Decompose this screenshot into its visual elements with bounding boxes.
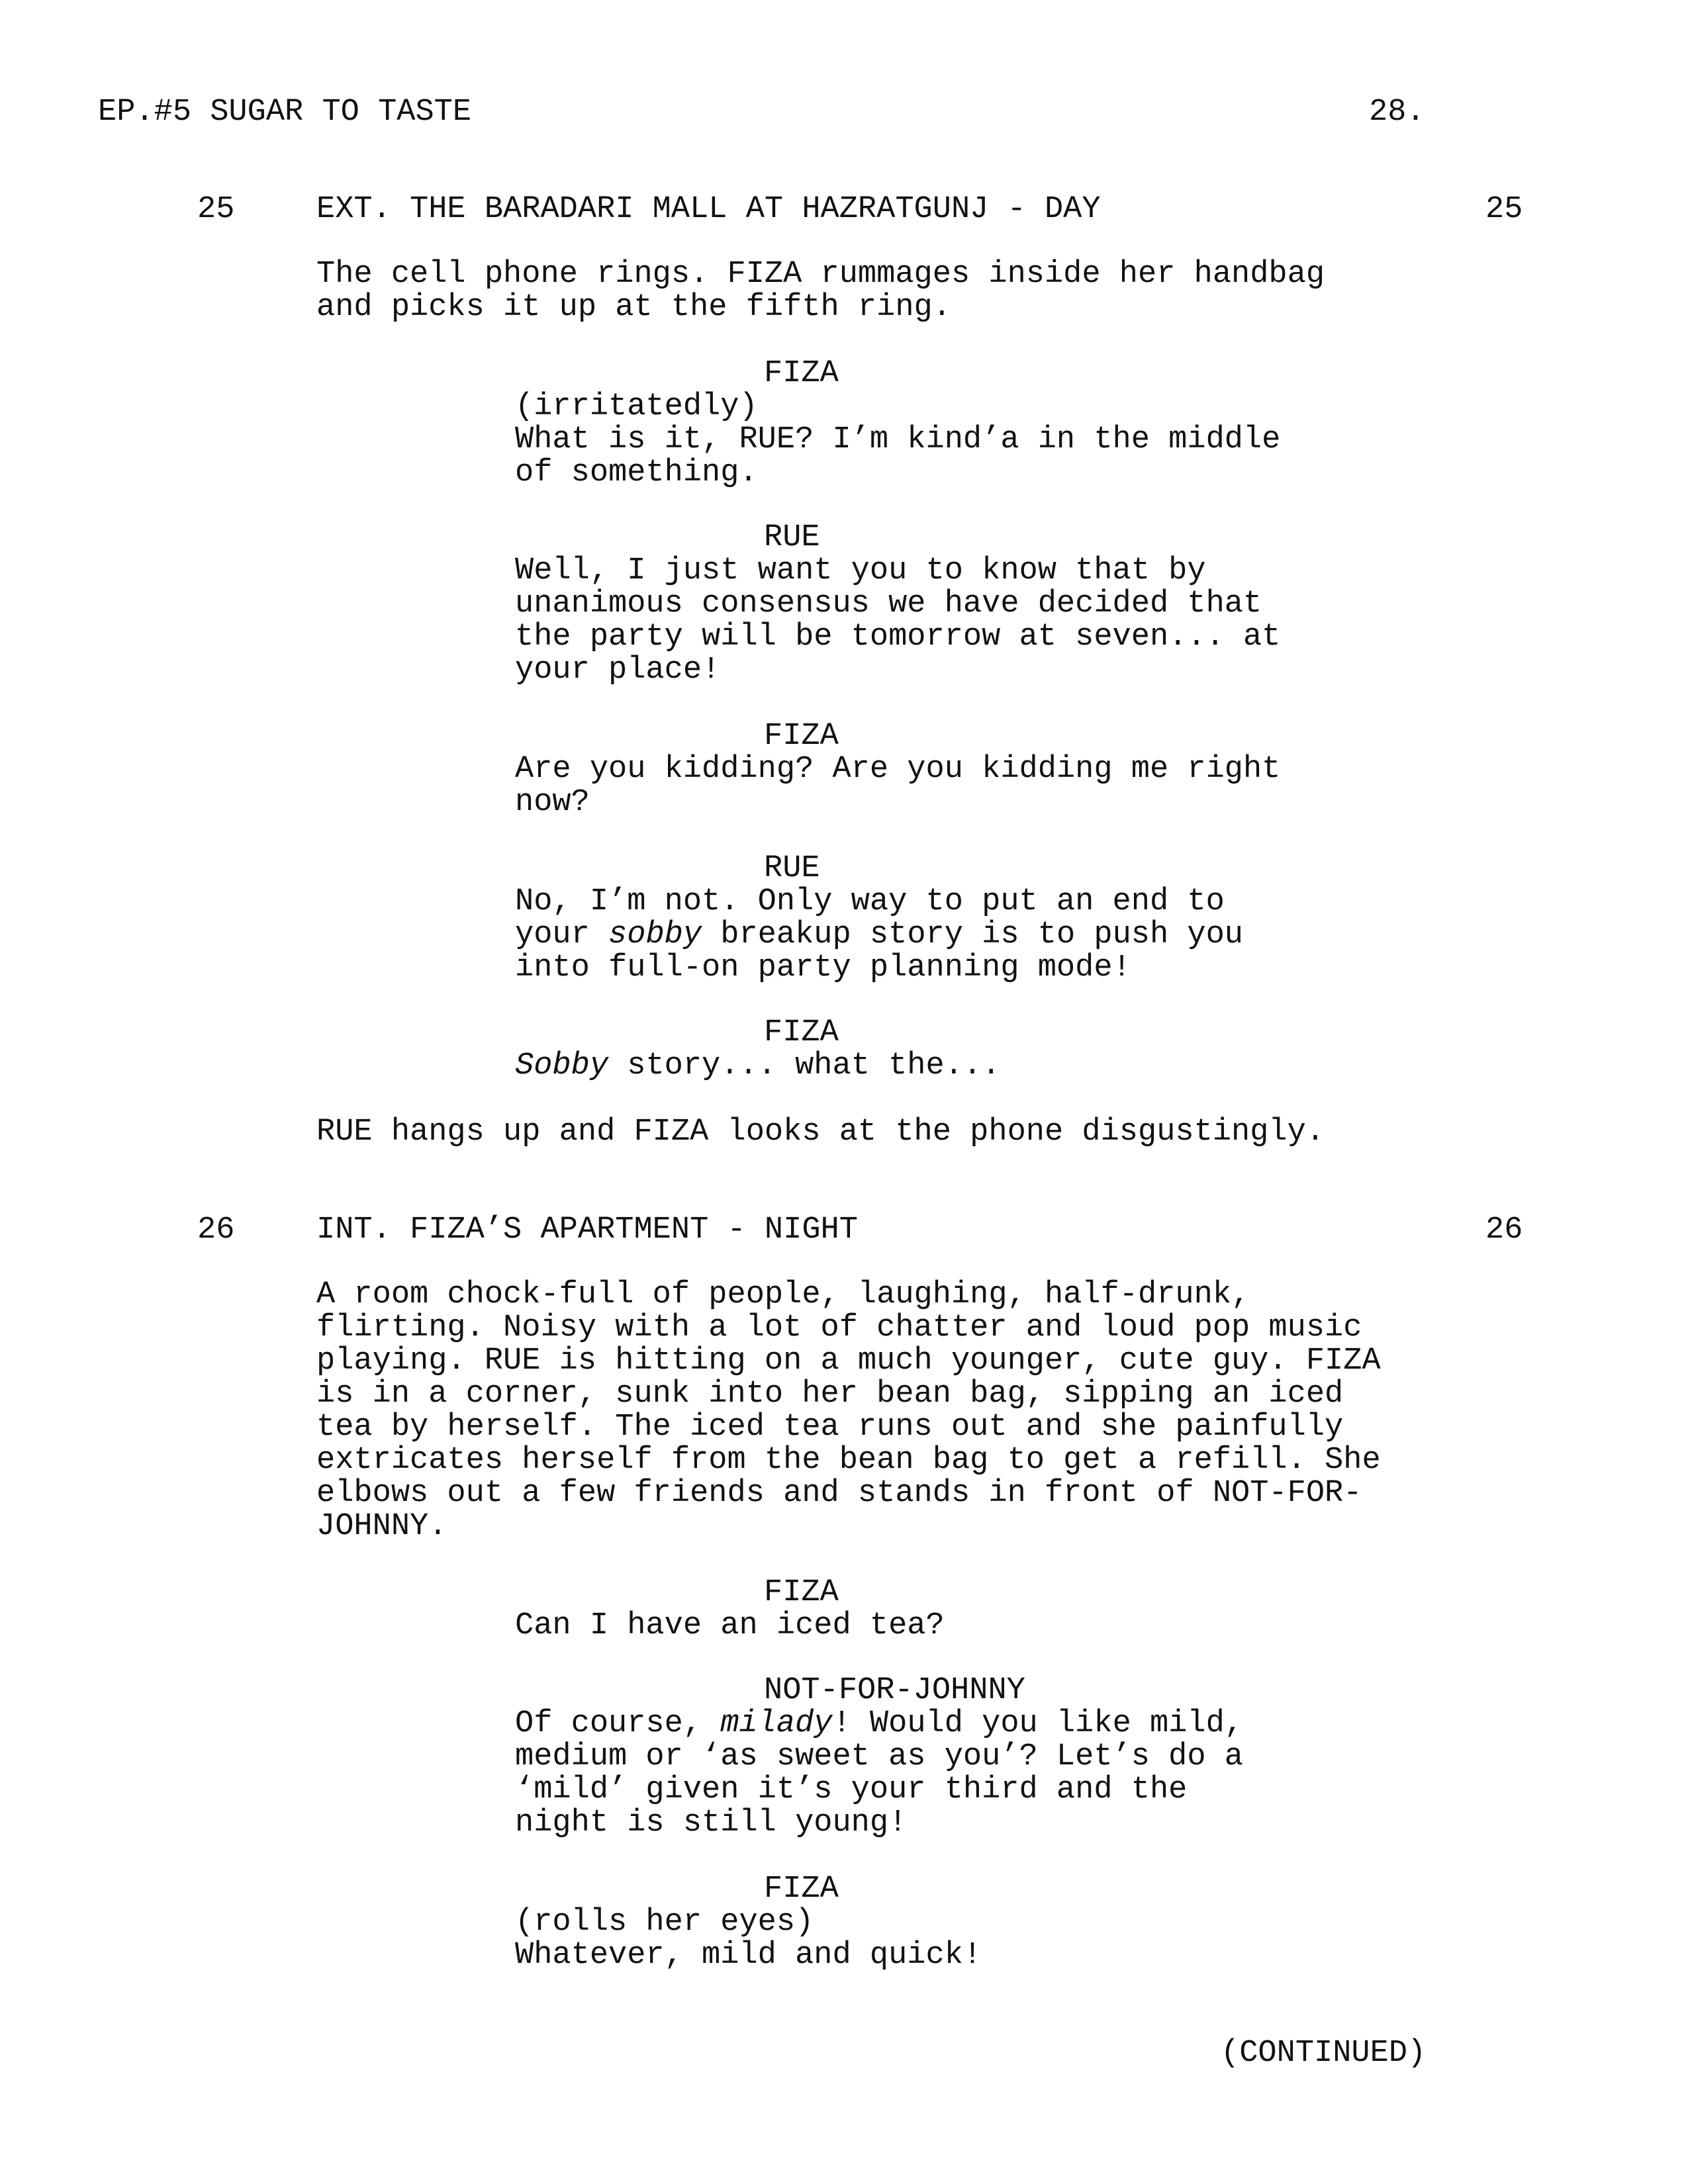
dialogue-text: Are you kidding? Are you kidding me right now?	[515, 752, 1281, 820]
emphasis: milady	[720, 1706, 833, 1741]
character-cue: FIZA	[764, 1872, 839, 1907]
scene-number-left: 25	[197, 192, 235, 227]
character-cue: FIZA	[764, 1575, 839, 1610]
dialogue-text: Sobby story... what the...	[515, 1048, 1001, 1083]
action-paragraph: The cell phone rings. FIZA rummages inside her handbag and picks it up at the fifth ring.	[316, 257, 1325, 325]
parenthetical: (irritatedly)	[515, 389, 758, 424]
continued-marker: (CONTINUED)	[1221, 2036, 1427, 2071]
character-cue: RUE	[764, 520, 820, 555]
dialogue-text: Can I have an iced tea?	[515, 1608, 945, 1643]
scene-number-right: 26	[1485, 1212, 1523, 1248]
dialogue-text: Whatever, mild and quick!	[515, 1938, 982, 1973]
character-cue: FIZA	[764, 356, 839, 391]
header-title: EP.#5 SUGAR TO TASTE	[98, 95, 472, 130]
dialogue-text: Well, I just want you to know that by unanimous consensus we have decided that the party will be tomorrow at seven... at your place!	[515, 553, 1281, 688]
character-cue: RUE	[764, 851, 820, 886]
emphasis: sobby	[608, 917, 702, 952]
action-paragraph: RUE hangs up and FIZA looks at the phone disgustingly.	[316, 1115, 1325, 1150]
character-cue: FIZA	[764, 719, 839, 754]
scene-heading: INT. FIZA’S APARTMENT - NIGHT	[316, 1212, 858, 1248]
character-cue: FIZA	[764, 1015, 839, 1050]
parenthetical: (rolls her eyes)	[515, 1905, 814, 1940]
scene-number-left: 26	[197, 1212, 235, 1248]
dialogue-text: Of course, milady! Would you like mild, medium or ‘as sweet as you’? Let’s do a ‘mild’ given it’s your third and the night is still young!	[515, 1706, 1244, 1841]
character-cue: NOT-FOR-JOHNNY	[764, 1673, 1025, 1708]
emphasis: Sobby	[515, 1048, 609, 1083]
dialogue-text: What is it, RUE? I’m kind’a in the middle of something.	[515, 422, 1281, 490]
action-paragraph: A room chock-full of people, laughing, half-drunk, flirting. Noisy with a lot of chatter and loud pop music playing. RUE is hitting on a much younger, cute guy. FIZA is in a corner, sunk into her bean bag, sipping an iced tea by herself. The iced tea runs out and she painfully extricates herself from the bean bag to get a refill. She elbows out a few friends and stands in front of NOT-FOR- JOHNNY.	[316, 1277, 1381, 1544]
page-number: 28.	[1369, 95, 1425, 130]
scene-number-right: 25	[1485, 192, 1523, 227]
dialogue-text: No, I’m not. Only way to put an end to your sobby breakup story is to push you into full-on party planning mode!	[515, 884, 1243, 985]
scene-heading: EXT. THE BARADARI MALL AT HAZRATGUNJ - DAY	[316, 192, 1101, 227]
